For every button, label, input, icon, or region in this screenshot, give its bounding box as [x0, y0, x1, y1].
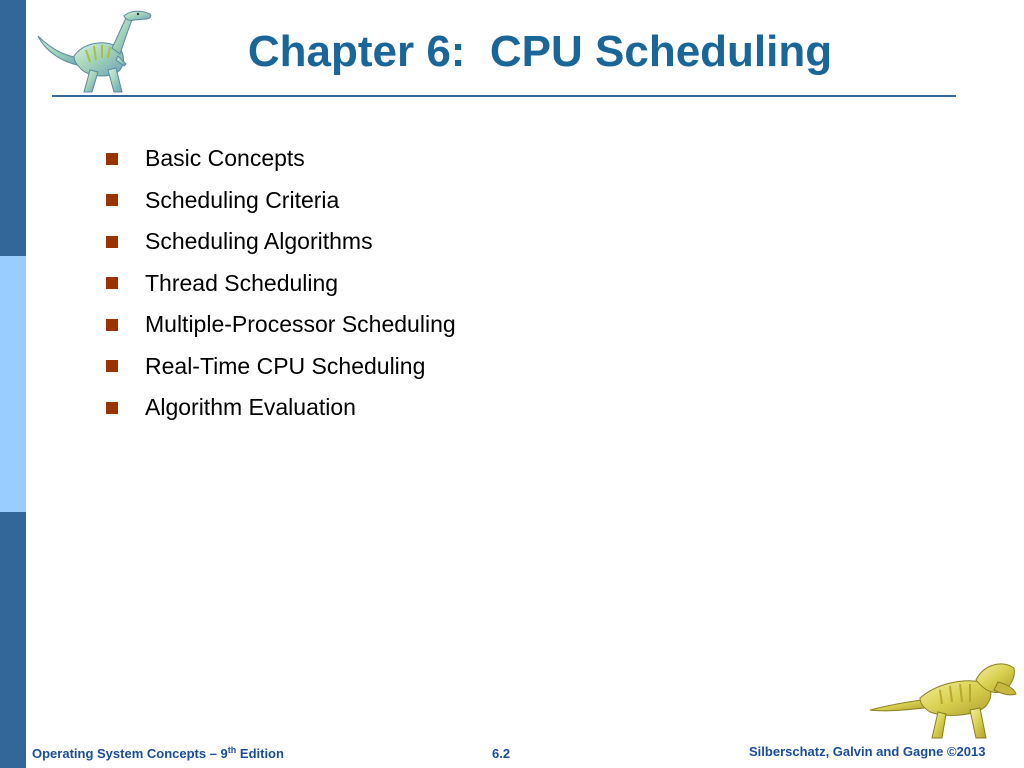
book-title-footer — [32, 746, 284, 761]
square-bullet-icon — [106, 402, 118, 414]
square-bullet-icon — [106, 236, 118, 248]
list-item — [106, 304, 456, 346]
list-item-text: Scheduling Algorithms — [145, 228, 373, 255]
accent-bar-dark-bottom — [0, 512, 26, 768]
list-item — [106, 387, 456, 429]
page-number: 6.2 — [492, 746, 511, 761]
list-item-text: Algorithm Evaluation — [145, 394, 356, 421]
left-accent-bar — [0, 0, 26, 768]
list-item — [106, 263, 456, 305]
list-item — [106, 180, 456, 222]
square-bullet-icon — [106, 277, 118, 289]
square-bullet-icon — [106, 319, 118, 331]
copyright-footer: Silberschatz, Galvin and Gagne ©2013 — [749, 744, 986, 759]
edition-superscript: th — [227, 745, 237, 755]
page-title: Chapter 6: CPU Scheduling — [247, 27, 833, 76]
list-item-text: Multiple-Processor Scheduling — [145, 311, 456, 338]
book-title-prefix: Operating System Concepts – 9 — [32, 746, 228, 761]
list-item-text: Basic Concepts — [145, 145, 305, 172]
list-item-text: Real-Time CPU Scheduling — [145, 352, 426, 379]
square-bullet-icon — [106, 153, 118, 165]
list-item-text: Thread Scheduling — [145, 269, 339, 296]
dinosaur-icon — [866, 656, 1018, 742]
book-title-suffix: Edition — [236, 746, 284, 761]
list-item-text: Scheduling Criteria — [145, 186, 340, 213]
list-item — [106, 221, 456, 263]
bullet-list — [106, 138, 456, 429]
accent-bar-light-middle — [0, 256, 26, 512]
square-bullet-icon — [106, 194, 118, 206]
title-divider — [52, 95, 956, 97]
accent-bar-dark-top — [0, 0, 26, 256]
square-bullet-icon — [106, 360, 118, 372]
list-item — [106, 346, 456, 388]
list-item — [106, 138, 456, 180]
